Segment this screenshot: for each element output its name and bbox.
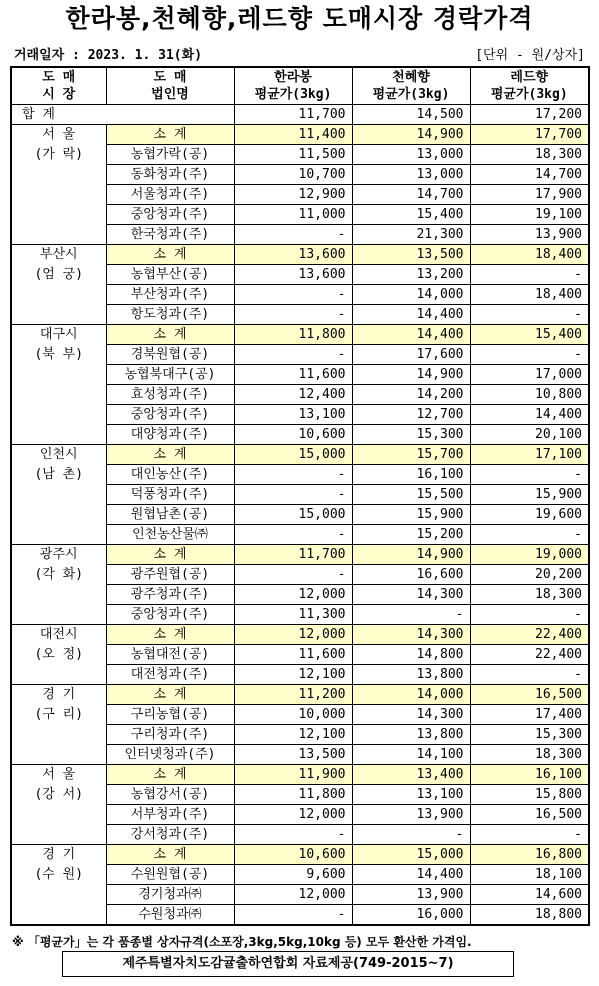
- company-name: 중앙청과(주): [106, 205, 234, 225]
- redhyang-price: 20,100: [470, 425, 589, 445]
- source-text: 제주특별자치도감귤출하연합회 자료제공(749-2015~7): [122, 956, 454, 971]
- company-name: 효성청과(주): [106, 385, 234, 405]
- subtotal-label: 소 계: [106, 625, 234, 645]
- hallabong-price: 12,000: [234, 805, 352, 825]
- cheonhyehyang-price: 14,400: [352, 325, 470, 345]
- cheonhyehyang-price: 14,900: [352, 545, 470, 565]
- redhyang-price: 19,100: [470, 205, 589, 225]
- redhyang-price: -: [470, 525, 589, 545]
- cheonhyehyang-price: 15,200: [352, 525, 470, 545]
- cheonhyehyang-price: 14,100: [352, 745, 470, 765]
- total-label: [11, 105, 234, 125]
- source-box: [62, 951, 514, 977]
- subtotal-label: 소 계: [106, 845, 234, 865]
- cheonhyehyang-price: 14,000: [352, 285, 470, 305]
- company-name: 인터넷청과(주): [106, 745, 234, 765]
- cheonhyehyang-price: -: [352, 605, 470, 625]
- cheonhyehyang-price: -: [352, 825, 470, 845]
- subtotal-row: [11, 845, 589, 865]
- header-row: [11, 67, 589, 105]
- company-name: 경북원협(공): [106, 345, 234, 365]
- company-name: 인천농산물㈜: [106, 525, 234, 545]
- company-name: 농협가락(공): [106, 145, 234, 165]
- footnote: [12, 933, 472, 950]
- redhyang-price: 20,200: [470, 565, 589, 585]
- redhyang-price: 19,600: [470, 505, 589, 525]
- cheonhyehyang-price: 14,900: [352, 125, 470, 145]
- redhyang-price: 18,300: [470, 145, 589, 165]
- market-name: 부산시 (엄 궁): [11, 245, 106, 325]
- total-cheonhyehyang: 14,500: [352, 105, 470, 125]
- company-name: 중앙청과(주): [106, 605, 234, 625]
- redhyang-price: -: [470, 265, 589, 285]
- cheonhyehyang-price: 14,900: [352, 365, 470, 385]
- redhyang-price: 18,400: [470, 285, 589, 305]
- subtotal-row: [11, 765, 589, 785]
- company-name: 중앙청과(주): [106, 405, 234, 425]
- redhyang-price: 15,900: [470, 485, 589, 505]
- cheonhyehyang-price: 13,400: [352, 765, 470, 785]
- cheonhyehyang-price: 14,000: [352, 685, 470, 705]
- redhyang-price: -: [470, 665, 589, 685]
- hallabong-price: 12,000: [234, 625, 352, 645]
- redhyang-price: 18,300: [470, 585, 589, 605]
- cheonhyehyang-price: 14,300: [352, 625, 470, 645]
- subtotal-label: 소 계: [106, 245, 234, 265]
- company-name: 농협대전(공): [106, 645, 234, 665]
- hallabong-price: 11,000: [234, 205, 352, 225]
- footnote-text: ※ 「평균가」는 각 품종별 상자규격(소포장,3kg,5kg,10kg 등) 모두 환산한 가격임.: [12, 935, 472, 949]
- trade-date: 거래일자 : 2023. 1. 31(화): [14, 48, 203, 63]
- hallabong-price: 12,400: [234, 385, 352, 405]
- company-name: 부산청과(주): [106, 285, 234, 305]
- company-name: 경기청과㈜: [106, 885, 234, 905]
- cheonhyehyang-price: 12,700: [352, 405, 470, 425]
- redhyang-price: 22,400: [470, 645, 589, 665]
- redhyang-price: -: [470, 825, 589, 845]
- market-name: 경 기 (구 리): [11, 685, 106, 765]
- hallabong-price: 9,600: [234, 865, 352, 885]
- redhyang-price: 15,400: [470, 325, 589, 345]
- market-name: 인천시 (남 촌): [11, 445, 106, 545]
- redhyang-price: -: [470, 465, 589, 485]
- hallabong-price: 13,100: [234, 405, 352, 425]
- cheonhyehyang-price: 14,400: [352, 865, 470, 885]
- hallabong-price: 10,000: [234, 705, 352, 725]
- hallabong-price: 10,600: [234, 425, 352, 445]
- total-redhyang: 17,200: [470, 105, 589, 125]
- redhyang-price: 13,900: [470, 225, 589, 245]
- hallabong-price: 12,000: [234, 885, 352, 905]
- company-name: 덕풍청과(주): [106, 485, 234, 505]
- hallabong-price: -: [234, 825, 352, 845]
- redhyang-price: 10,800: [470, 385, 589, 405]
- hallabong-price: -: [234, 525, 352, 545]
- hallabong-price: -: [234, 285, 352, 305]
- cheonhyehyang-price: 14,700: [352, 185, 470, 205]
- hallabong-price: 13,600: [234, 245, 352, 265]
- redhyang-price: 17,400: [470, 705, 589, 725]
- cheonhyehyang-price: 14,800: [352, 645, 470, 665]
- redhyang-price: 16,500: [470, 685, 589, 705]
- redhyang-price: -: [470, 345, 589, 365]
- page-title: 한라봉,천혜향,레드향 도매시장 경락가격: [65, 4, 534, 33]
- cheonhyehyang-price: 13,500: [352, 245, 470, 265]
- cheonhyehyang-price: 13,900: [352, 805, 470, 825]
- redhyang-price: 18,300: [470, 745, 589, 765]
- company-name: 농협북대구(공): [106, 365, 234, 385]
- cheonhyehyang-price: 13,100: [352, 785, 470, 805]
- company-name: 한국청과(주): [106, 225, 234, 245]
- company-name: 구리농협(공): [106, 705, 234, 725]
- cheonhyehyang-price: 13,000: [352, 165, 470, 185]
- subtotal-label: 소 계: [106, 125, 234, 145]
- hallabong-price: 13,500: [234, 745, 352, 765]
- redhyang-price: 18,800: [470, 905, 589, 926]
- company-name: 대양청과(주): [106, 425, 234, 445]
- subtotal-label: 소 계: [106, 445, 234, 465]
- redhyang-price: 15,800: [470, 785, 589, 805]
- cheonhyehyang-price: 16,100: [352, 465, 470, 485]
- redhyang-price: 18,400: [470, 245, 589, 265]
- hallabong-price: -: [234, 565, 352, 585]
- redhyang-price: 17,100: [470, 445, 589, 465]
- hallabong-price: 12,100: [234, 725, 352, 745]
- header-market: 도 매 시 장: [11, 67, 106, 105]
- unit-label: [단위 - 원/상자]: [475, 48, 585, 63]
- market-name: 서 울 (가 락): [11, 125, 106, 245]
- redhyang-price: 14,400: [470, 405, 589, 425]
- company-name: 서울청과(주): [106, 185, 234, 205]
- subtotal-label: 소 계: [106, 545, 234, 565]
- redhyang-price: 16,100: [470, 765, 589, 785]
- cheonhyehyang-price: 16,000: [352, 905, 470, 926]
- company-name: 광주청과(주): [106, 585, 234, 605]
- total-row: [11, 105, 589, 125]
- hallabong-price: 10,600: [234, 845, 352, 865]
- header-cheonhyehyang: 천혜향 평균가(3kg): [352, 67, 470, 105]
- company-name: 대전청과(주): [106, 665, 234, 685]
- redhyang-price: 16,800: [470, 845, 589, 865]
- cheonhyehyang-price: 15,500: [352, 485, 470, 505]
- cheonhyehyang-price: 14,300: [352, 705, 470, 725]
- company-name: 광주원협(공): [106, 565, 234, 585]
- company-name: 서부청과(주): [106, 805, 234, 825]
- redhyang-price: 19,000: [470, 545, 589, 565]
- cheonhyehyang-price: 17,600: [352, 345, 470, 365]
- cheonhyehyang-price: 21,300: [352, 225, 470, 245]
- subtotal-row: [11, 325, 589, 345]
- hallabong-price: 11,200: [234, 685, 352, 705]
- hallabong-price: -: [234, 485, 352, 505]
- hallabong-price: 13,600: [234, 265, 352, 285]
- hallabong-price: 11,600: [234, 365, 352, 385]
- subtotal-row: [11, 125, 589, 145]
- cheonhyehyang-price: 13,200: [352, 265, 470, 285]
- subtotal-row: [11, 545, 589, 565]
- hallabong-price: 11,800: [234, 785, 352, 805]
- market-name: 광주시 (각 화): [11, 545, 106, 625]
- hallabong-price: 11,800: [234, 325, 352, 345]
- company-name: 수원청과㈜: [106, 905, 234, 926]
- cheonhyehyang-price: 15,400: [352, 205, 470, 225]
- cheonhyehyang-price: 15,300: [352, 425, 470, 445]
- cheonhyehyang-price: 15,700: [352, 445, 470, 465]
- subtotal-label: 소 계: [106, 325, 234, 345]
- redhyang-price: 15,300: [470, 725, 589, 745]
- hallabong-price: 15,000: [234, 505, 352, 525]
- hallabong-price: -: [234, 225, 352, 245]
- company-name: 구리청과(주): [106, 725, 234, 745]
- company-name: 농협부산(공): [106, 265, 234, 285]
- hallabong-price: 11,400: [234, 125, 352, 145]
- company-name: 원협남촌(공): [106, 505, 234, 525]
- subtotal-row: [11, 245, 589, 265]
- cheonhyehyang-price: 13,900: [352, 885, 470, 905]
- hallabong-price: -: [234, 905, 352, 926]
- redhyang-price: 14,600: [470, 885, 589, 905]
- header-redhyang: 레드향 평균가(3kg): [470, 67, 589, 105]
- cheonhyehyang-price: 14,400: [352, 305, 470, 325]
- subtotal-row: [11, 685, 589, 705]
- hallabong-price: 11,300: [234, 605, 352, 625]
- cheonhyehyang-price: 13,800: [352, 725, 470, 745]
- subtotal-row: [11, 445, 589, 465]
- cheonhyehyang-price: 14,300: [352, 585, 470, 605]
- company-name: 동화청과(주): [106, 165, 234, 185]
- hallabong-price: 12,100: [234, 665, 352, 685]
- redhyang-price: 17,000: [470, 365, 589, 385]
- hallabong-price: 12,900: [234, 185, 352, 205]
- subtotal-row: [11, 625, 589, 645]
- total-label-text: 합 계: [22, 106, 55, 122]
- company-name: 항도청과(주): [106, 305, 234, 325]
- redhyang-price: 18,100: [470, 865, 589, 885]
- redhyang-price: -: [470, 305, 589, 325]
- market-name: 대전시 (오 정): [11, 625, 106, 685]
- cheonhyehyang-price: 16,600: [352, 565, 470, 585]
- hallabong-price: -: [234, 345, 352, 365]
- hallabong-price: -: [234, 465, 352, 485]
- hallabong-price: 11,900: [234, 765, 352, 785]
- market-name: 대구시 (북 부): [11, 325, 106, 445]
- cheonhyehyang-price: 14,200: [352, 385, 470, 405]
- hallabong-price: 11,500: [234, 145, 352, 165]
- hallabong-price: 12,000: [234, 585, 352, 605]
- hallabong-price: -: [234, 305, 352, 325]
- redhyang-price: 17,700: [470, 125, 589, 145]
- company-name: 수원원협(공): [106, 865, 234, 885]
- redhyang-price: 14,700: [470, 165, 589, 185]
- cheonhyehyang-price: 13,000: [352, 145, 470, 165]
- hallabong-price: 15,000: [234, 445, 352, 465]
- cheonhyehyang-price: 15,000: [352, 845, 470, 865]
- header-hallabong: 한라봉 평균가(3kg): [234, 67, 352, 105]
- header-company: 도 매 법인명: [106, 67, 234, 105]
- total-hallabong: 11,700: [234, 105, 352, 125]
- subtotal-label: 소 계: [106, 765, 234, 785]
- redhyang-price: 16,500: [470, 805, 589, 825]
- company-name: 강서청과(주): [106, 825, 234, 845]
- price-table: [10, 66, 590, 926]
- redhyang-price: -: [470, 605, 589, 625]
- hallabong-price: 10,700: [234, 165, 352, 185]
- subtotal-label: 소 계: [106, 685, 234, 705]
- company-name: 농협강서(공): [106, 785, 234, 805]
- redhyang-price: 17,900: [470, 185, 589, 205]
- company-name: 대인농산(주): [106, 465, 234, 485]
- cheonhyehyang-price: 15,900: [352, 505, 470, 525]
- market-name: 경 기 (수 원): [11, 845, 106, 926]
- hallabong-price: 11,600: [234, 645, 352, 665]
- hallabong-price: 11,700: [234, 545, 352, 565]
- redhyang-price: 22,400: [470, 625, 589, 645]
- market-name: 서 울 (강 서): [11, 765, 106, 845]
- cheonhyehyang-price: 13,800: [352, 665, 470, 685]
